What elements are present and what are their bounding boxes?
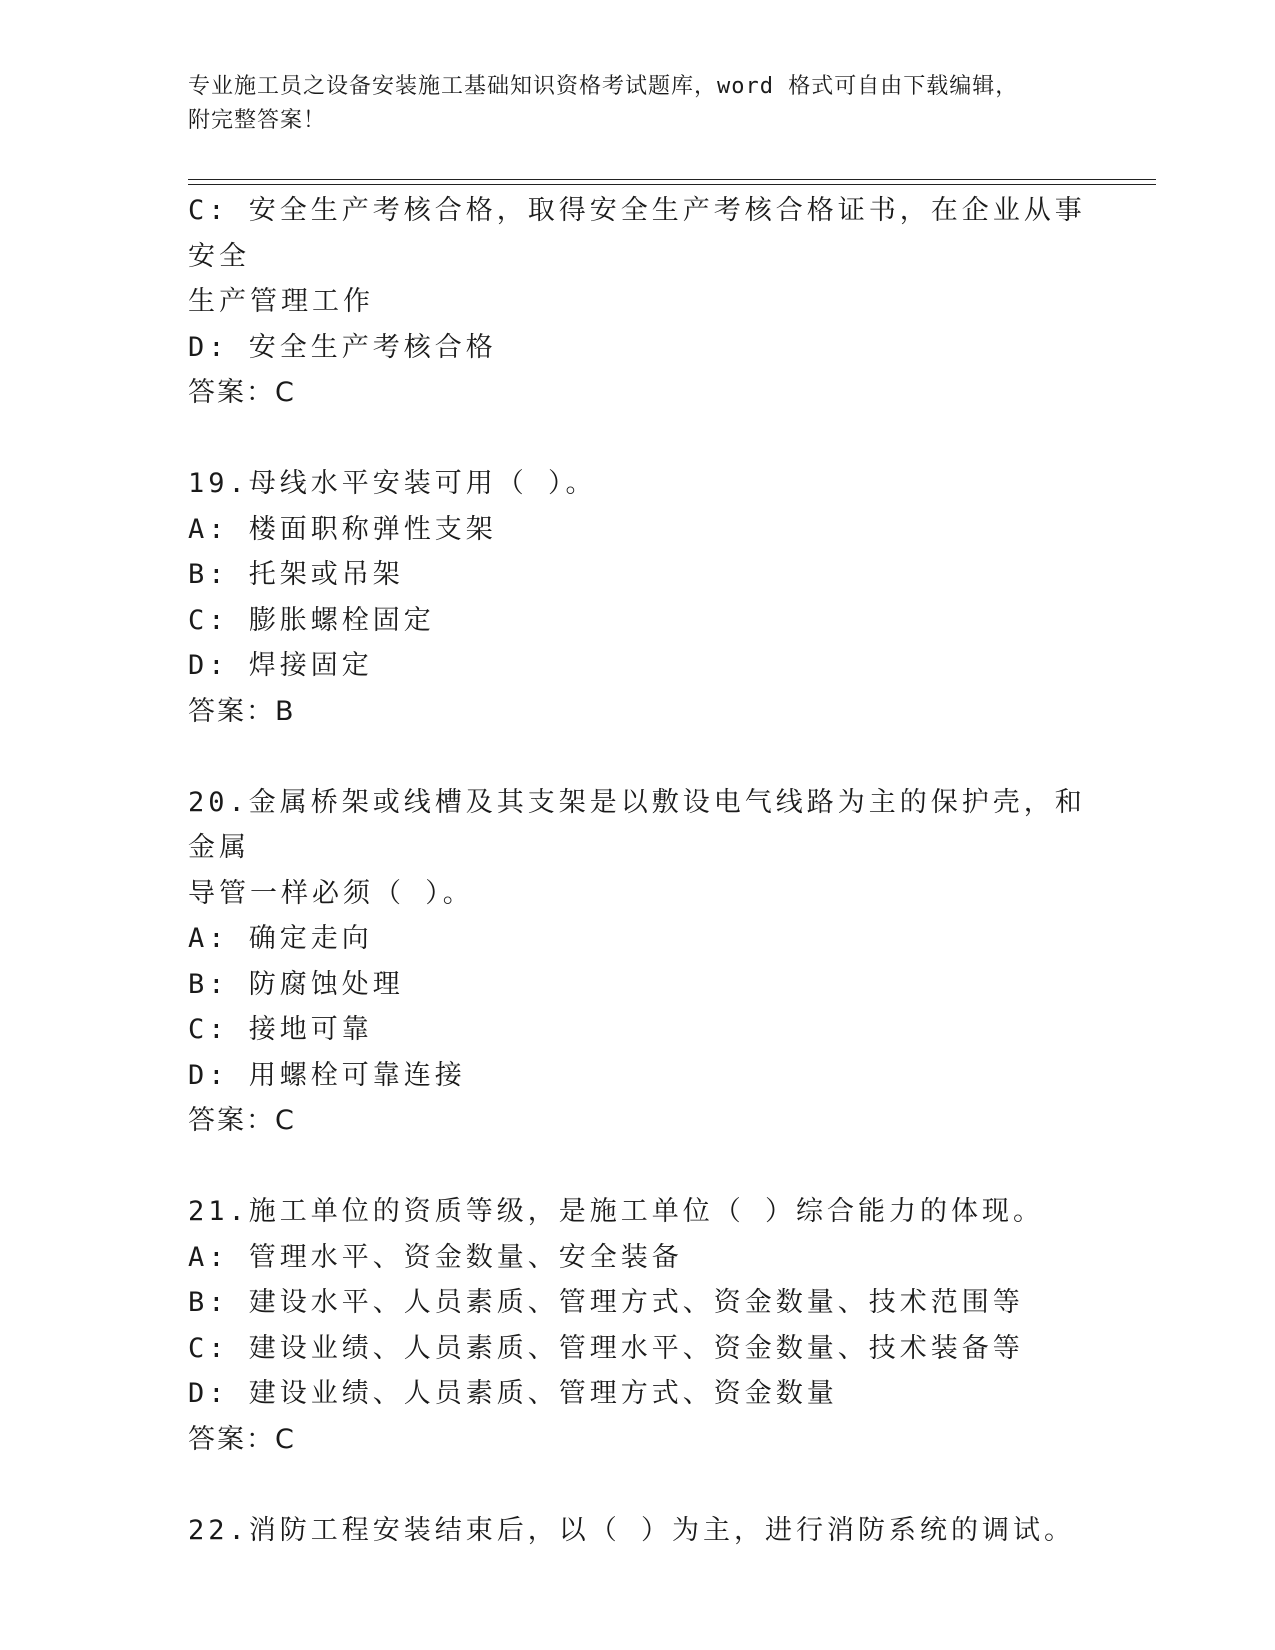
- option-line: D: 建设业绩、人员素质、管理方式、资金数量: [188, 1378, 838, 1409]
- spacer: [188, 1462, 1088, 1508]
- question-stem: 22.消防工程安装结束后，以（ ）为主，进行消防系统的调试。: [188, 1514, 1076, 1546]
- question-stem: 导管一样必须（ ）。: [188, 877, 474, 909]
- answer-line: 答案：C: [188, 1105, 296, 1136]
- option-line: C: 安全生产考核合格，取得安全生产考核合格证书，在企业从事安全: [188, 195, 1086, 272]
- question-stem: 20.金属桥架或线槽及其支架是以敷设电气线路为主的保护壳，和金属: [188, 786, 1086, 863]
- question-22: [188, 1508, 1088, 1554]
- option-line: B: 托架或吊架: [188, 559, 404, 590]
- option-line: D: 安全生产考核合格: [188, 331, 497, 363]
- header-divider-top: [188, 179, 1156, 180]
- option-line: C: 接地可靠: [188, 1014, 373, 1045]
- question-19: [188, 461, 1088, 734]
- question-stem: 19.母线水平安装可用（ ）。: [188, 468, 597, 499]
- spacer: [188, 734, 1088, 780]
- answer-line: 答案：B: [188, 695, 296, 727]
- question-20: [188, 780, 1088, 1144]
- header-line-1: 专业施工员之设备安装施工基础知识资格考试题库，word 格式可自由下载编辑，: [188, 74, 1019, 99]
- option-line: C: 膨胀螺栓固定: [188, 604, 435, 636]
- header-line-2: 附完整答案！: [188, 108, 327, 133]
- answer-line: 答案：C: [188, 1423, 296, 1455]
- option-line: A: 楼面职称弹性支架: [188, 513, 497, 545]
- header-divider-bottom: [188, 184, 1156, 185]
- option-line: B: 防腐蚀处理: [188, 968, 404, 1000]
- document-header: [188, 70, 1068, 138]
- option-line: C: 建设业绩、人员素质、管理水平、资金数量、技术装备等: [188, 1332, 1024, 1364]
- option-line: D: 焊接固定: [188, 650, 373, 681]
- option-line: A: 确定走向: [188, 923, 373, 954]
- question-list: [188, 188, 1088, 1553]
- question-stem: 21.施工单位的资质等级，是施工单位（ ）综合能力的体现。: [188, 1196, 1045, 1227]
- option-line: B: 建设水平、人员素质、管理方式、资金数量、技术范围等: [188, 1287, 1024, 1318]
- option-line: D: 用螺栓可靠连接: [188, 1059, 466, 1091]
- continued-question: [188, 188, 1088, 416]
- option-line: A: 管理水平、资金数量、安全装备: [188, 1241, 683, 1273]
- spacer: [188, 416, 1088, 462]
- spacer: [188, 1144, 1088, 1190]
- question-21: [188, 1189, 1088, 1462]
- answer-line: 答案：C: [188, 377, 296, 408]
- option-line: 生产管理工作: [188, 286, 374, 317]
